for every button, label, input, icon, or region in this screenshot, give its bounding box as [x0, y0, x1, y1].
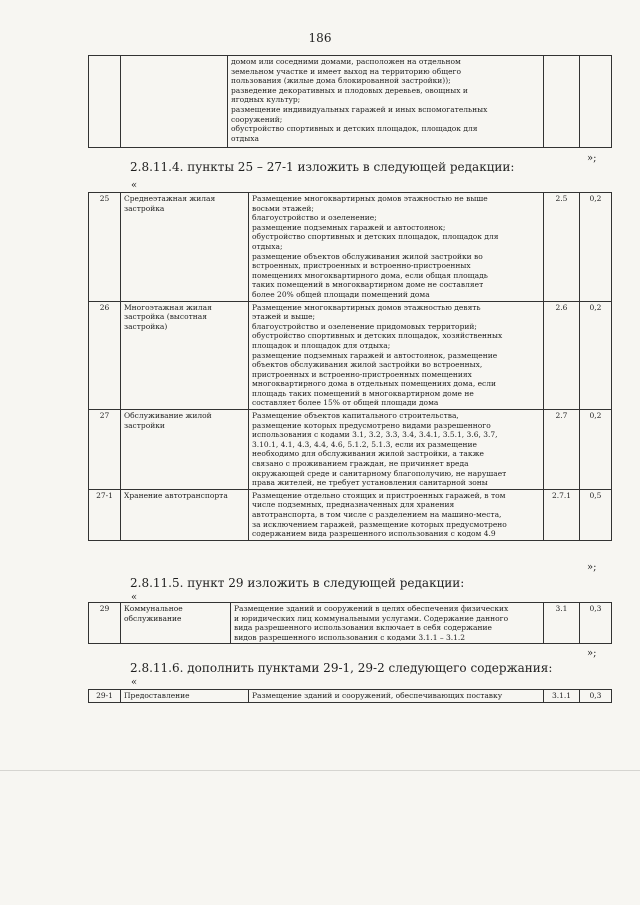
description-line: помещениях многоквартирного дома, если общая площадь: [252, 270, 488, 280]
description-line: 3.10.1, 4.1, 4.3, 4.4, 4.6, 5.1.2, 5.1.3, если их размещение: [252, 439, 477, 449]
description-line: вида разрешенного использования включает в себя содержание: [234, 623, 492, 633]
description-line: составляет более 15% от общей площади дома: [252, 398, 439, 408]
cell-code: 2.5: [544, 193, 580, 302]
cell-value: 0,3: [580, 603, 612, 644]
description-line: числе подземных, предназначенных для хранения: [252, 500, 455, 510]
cell-name: Предоставление: [121, 690, 249, 703]
description-line: разведение декоративных и плодовых деревьев, овощных и: [231, 85, 468, 95]
cell-name: [121, 56, 228, 148]
description-line: размещение подземных гаражей и автостоянок, размещение: [252, 350, 498, 360]
table-row: [89, 301, 612, 410]
table-section-2-8-11-6: [88, 689, 612, 703]
description-line: видов разрешенного использования с кодами 3.1.1 – 3.1.2: [234, 632, 466, 642]
description-line: домом или соседними домами, расположен на отдельном: [231, 57, 461, 66]
cell-name: Среднеэтажная жилая застройка: [121, 193, 249, 302]
cell-description: [249, 410, 544, 490]
description-line: объектов обслуживания жилой застройки во встроенных,: [252, 360, 483, 370]
description-line: Размещение зданий и сооружений, обеспечивающих поставку: [252, 691, 503, 700]
cell-value: 0,3: [580, 690, 612, 703]
description-line: за исключением гаражей, размещение которых предусмотрено: [252, 519, 507, 529]
table-continuation: [88, 55, 612, 148]
cell-value: 0,2: [580, 301, 612, 410]
cell-num: 27: [89, 410, 121, 490]
cell-description: [249, 690, 544, 703]
closing-quote: »;: [587, 153, 597, 164]
description-line: площадь таких помещений в многоквартирном доме не: [252, 388, 474, 398]
table-row: [89, 193, 612, 302]
table-row: [89, 690, 612, 703]
table-section-2-8-11-4: [88, 192, 612, 541]
cell-description: [249, 301, 544, 410]
description-line: Размещение зданий и сооружений в целях обеспечения физических: [234, 604, 509, 613]
cell-description: [231, 603, 544, 644]
description-line: встроенных, пристроенных и встроенно-пристроенных: [252, 261, 471, 271]
table-row: [89, 489, 612, 540]
cell-name: Хранение автотранспорта: [121, 489, 249, 540]
cell-description: [228, 56, 544, 148]
section-heading: 2.8.11.6. дополнить пунктами 29-1, 29-2 следующего содержания:: [130, 661, 553, 675]
description-line: многоквартирного дома в отдельных помещениях дома, если: [252, 379, 496, 389]
description-line: использования с кодами 3.1, 3.2, 3.3, 3.4, 3.4.1, 3.5.1, 3.6, 3.7,: [252, 430, 498, 440]
description-line: и юридических лиц коммунальными услугами. Содержание данного: [234, 613, 509, 623]
description-line: связано с проживанием граждан, не причиняет вреда: [252, 459, 469, 469]
cell-num: 27-1: [89, 489, 121, 540]
cell-description: [249, 489, 544, 540]
cell-value: [580, 56, 612, 148]
description-line: более 20% общей площади помещений дома: [252, 289, 430, 299]
section-heading: 2.8.11.5. пункт 29 изложить в следующей редакции:: [130, 576, 465, 590]
description-line: пользования (жилые дома блокированной застройки));: [231, 76, 451, 86]
cell-num: 29-1: [89, 690, 121, 703]
page-number: 186: [308, 31, 332, 45]
description-line: отдыха;: [252, 241, 283, 251]
description-line: обустройство спортивных и детских площадок, хозяйственных: [252, 331, 503, 341]
table-row: [89, 603, 612, 644]
description-line: благоустройство и озеленение;: [252, 213, 377, 223]
description-line: автотранспорта, в том числе с разделением на машино-места,: [252, 510, 502, 519]
cell-code: [544, 56, 580, 148]
table-row: [89, 410, 612, 490]
opening-quote: «: [131, 592, 138, 603]
cell-num: 26: [89, 301, 121, 410]
description-line: отдыха: [231, 133, 259, 143]
description-line: Размещение многоквартирных домов этажностью девять: [252, 302, 481, 312]
closing-quote: »;: [587, 648, 597, 659]
description-line: таких помещений в многоквартирном доме не составляет: [252, 280, 484, 290]
cell-name: Коммунальное обслуживание: [121, 603, 231, 644]
opening-quote: «: [131, 180, 138, 191]
cell-num: [89, 56, 121, 148]
cell-code: 2.6: [544, 301, 580, 410]
description-line: восьми этажей;: [252, 203, 314, 213]
description-line: этажей и выше;: [252, 312, 316, 322]
description-line: окружающей среде и санитарному благополучию, не нарушает: [252, 468, 507, 478]
cell-description: [249, 193, 544, 302]
description-line: Размещение многоквартирных домов этажностью не выше: [252, 194, 488, 203]
cell-code: 3.1: [544, 603, 580, 644]
section-heading: 2.8.11.4. пункты 25 – 27-1 изложить в следующей редакции:: [130, 160, 515, 174]
cell-code: 2.7: [544, 410, 580, 490]
cell-name: Обслуживание жилой застройки: [121, 410, 249, 490]
cell-value: 0,5: [580, 489, 612, 540]
cell-num: 29: [89, 603, 121, 644]
table-section-2-8-11-5: [88, 602, 612, 644]
description-line: обустройство спортивных и детских площадок, площадок для: [252, 232, 499, 242]
description-line: размещение индивидуальных гаражей и иных вспомогательных: [231, 104, 488, 114]
cell-code: 2.7.1: [544, 489, 580, 540]
description-line: содержанием вида разрешенного использования с кодом 4.9: [252, 529, 496, 539]
description-line: земельном участке и имеет выход на территорию общего: [231, 66, 461, 76]
cell-name: Многоэтажная жилая застройка (высотная застройка): [121, 301, 249, 410]
cell-value: 0,2: [580, 193, 612, 302]
cell-value: 0,2: [580, 410, 612, 490]
description-line: размещение объектов обслуживания жилой застройки во: [252, 251, 483, 261]
description-line: Размещение отдельно стоящих и пристроенных гаражей, в том: [252, 490, 506, 500]
scan-edge-divider: [0, 770, 640, 771]
cell-num: 25: [89, 193, 121, 302]
cell-code: 3.1.1: [544, 690, 580, 703]
description-line: площадок и площадок для отдыха;: [252, 340, 391, 350]
description-line: пристроенных и встроенно-пристроенных помещениях: [252, 369, 472, 379]
closing-quote: »;: [587, 562, 597, 573]
description-line: ягодных культур;: [231, 95, 301, 105]
description-line: благоустройство и озеленение придомовых территорий;: [252, 321, 477, 331]
description-line: Размещение объектов капитального строительства,: [252, 411, 459, 421]
table-row: [89, 56, 612, 148]
description-line: сооружений;: [231, 114, 283, 124]
description-line: права жителей, не требует установления санитарной зоны: [252, 478, 488, 488]
opening-quote: «: [131, 677, 138, 688]
description-line: размещение подземных гаражей и автостоянок;: [252, 222, 446, 232]
description-line: необходимо для обслуживания жилой застройки, а также: [252, 449, 484, 459]
description-line: обустройство спортивных и детских площадок, площадок для: [231, 124, 478, 134]
description-line: размещение которых предусмотрено видами разрешенного: [252, 420, 491, 430]
